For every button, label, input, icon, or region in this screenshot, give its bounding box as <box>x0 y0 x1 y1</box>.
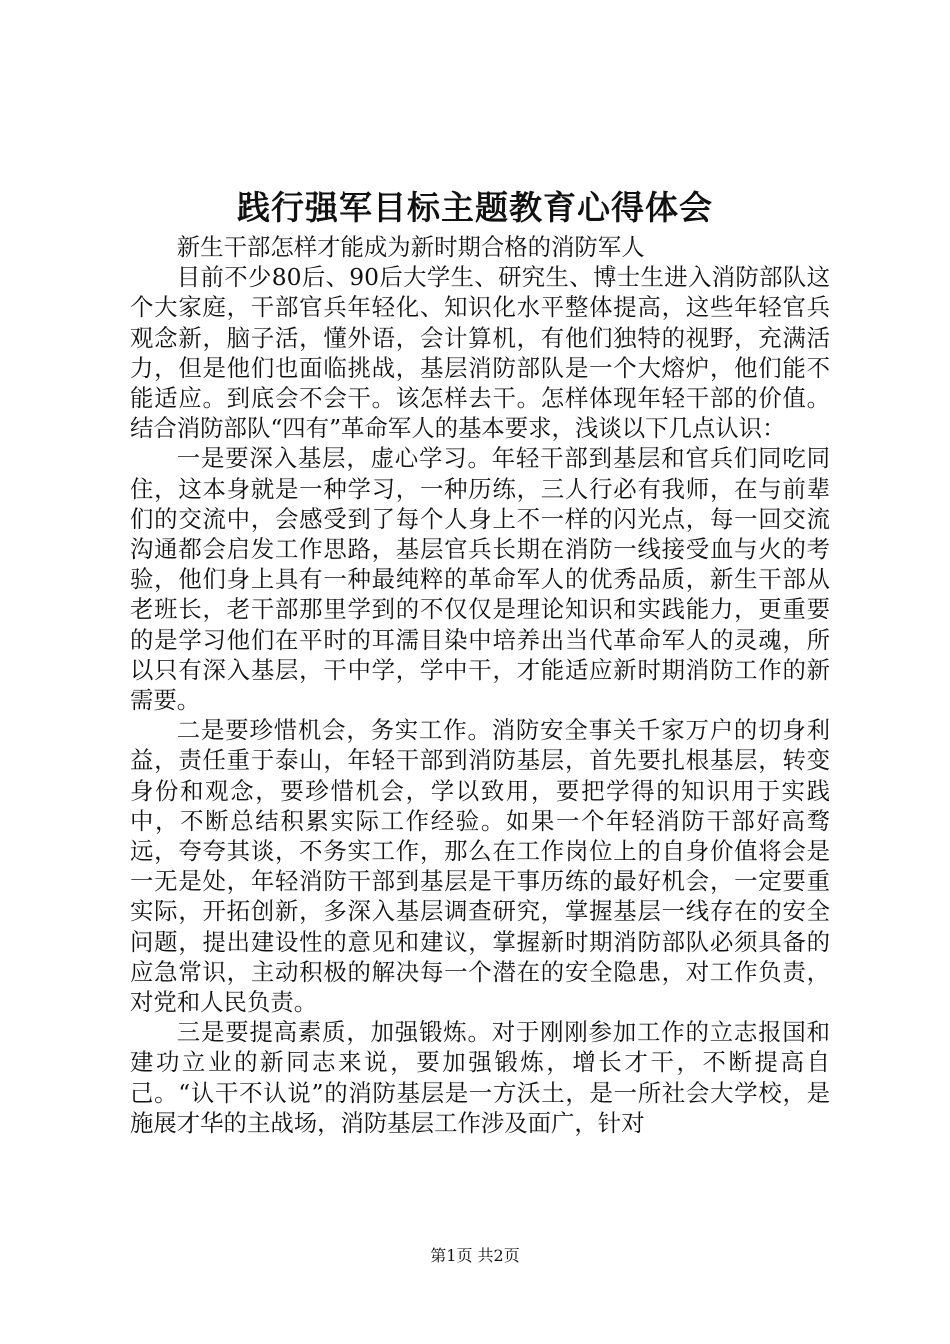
document-title: 践行强军目标主题教育心得体会 <box>237 188 713 227</box>
body-paragraph: 二是要珍惜机会，务实工作。消防安全事关千家万户的切身利益，责任重于泰山，年轻干部到消防基层，首先要扎根基层，转变身份和观念，要珍惜机会，学以致用，要把学得的知识用于实践中，不断总结积累实际工作经验。如果一个年轻消防干部好高骛远，夸夸其谈，不务实工作，那么在工作岗位上的自身价值将会是一无是处，年轻消防干部到基层是干事历练的最好机会，一定要重实际，开拓创新，多深入基层调查研究，掌握基层一线存在的安全问题，提出建设性的意见和建议，掌握新时期消防部队必须具备的应急常识，主动积极的解决每一个潜在的安全隐患，对工作负责，对党和人民负责。 <box>130 716 830 1017</box>
subtitle-paragraph: 新生干部怎样才能成为新时期合格的消防军人 <box>176 233 645 261</box>
page-number-footer: 第1页 共2页 <box>430 1246 520 1265</box>
body-paragraph: 目前不少80后、90后大学生、研究生、博士生进入消防部队这个大家庭，干部官兵年轻化、知识化水平整体提高，这些年轻官兵观念新，脑子活，懂外语，会计算机，有他们独特的视野，充满活力，但是他们也面临挑战，基层消防部队是一个大熔炉，他们能不能适应。到底会不会干。该怎样去干。怎样体现年轻干部的价值。结合消防部队“四有”革命军人的基本要求，浅谈以下几点认识： <box>130 263 830 443</box>
document-body <box>130 232 830 1138</box>
body-paragraph: 一是要深入基层，虚心学习。年轻干部到基层和官兵们同吃同住，这本身就是一种学习，一种历练，三人行必有我师，在与前辈们的交流中，会感受到了每个人身上不一样的闪光点，每一回交流沟通都会启发工作思路，基层官兵长期在消防一线接受血与火的考验，他们身上具有一种最纯粹的革命军人的优秀品质，新生干部从老班长，老干部那里学到的不仅仅是理论知识和实践能力，更重要的是学习他们在平时的耳濡目染中培养出当代革命军人的灵魂，所以只有深入基层，干中学，学中干，才能适应新时期消防工作的新需要。 <box>130 444 830 715</box>
body-paragraph: 三是要提高素质，加强锻炼。对于刚刚参加工作的立志报国和建功立业的新同志来说，要加强锻炼，增长才干，不断提高自己。“认干不认说”的消防基层是一方沃土，是一所社会大学校，是施展才华的主战场，消防基层工作涉及面广，针对 <box>130 1018 830 1137</box>
